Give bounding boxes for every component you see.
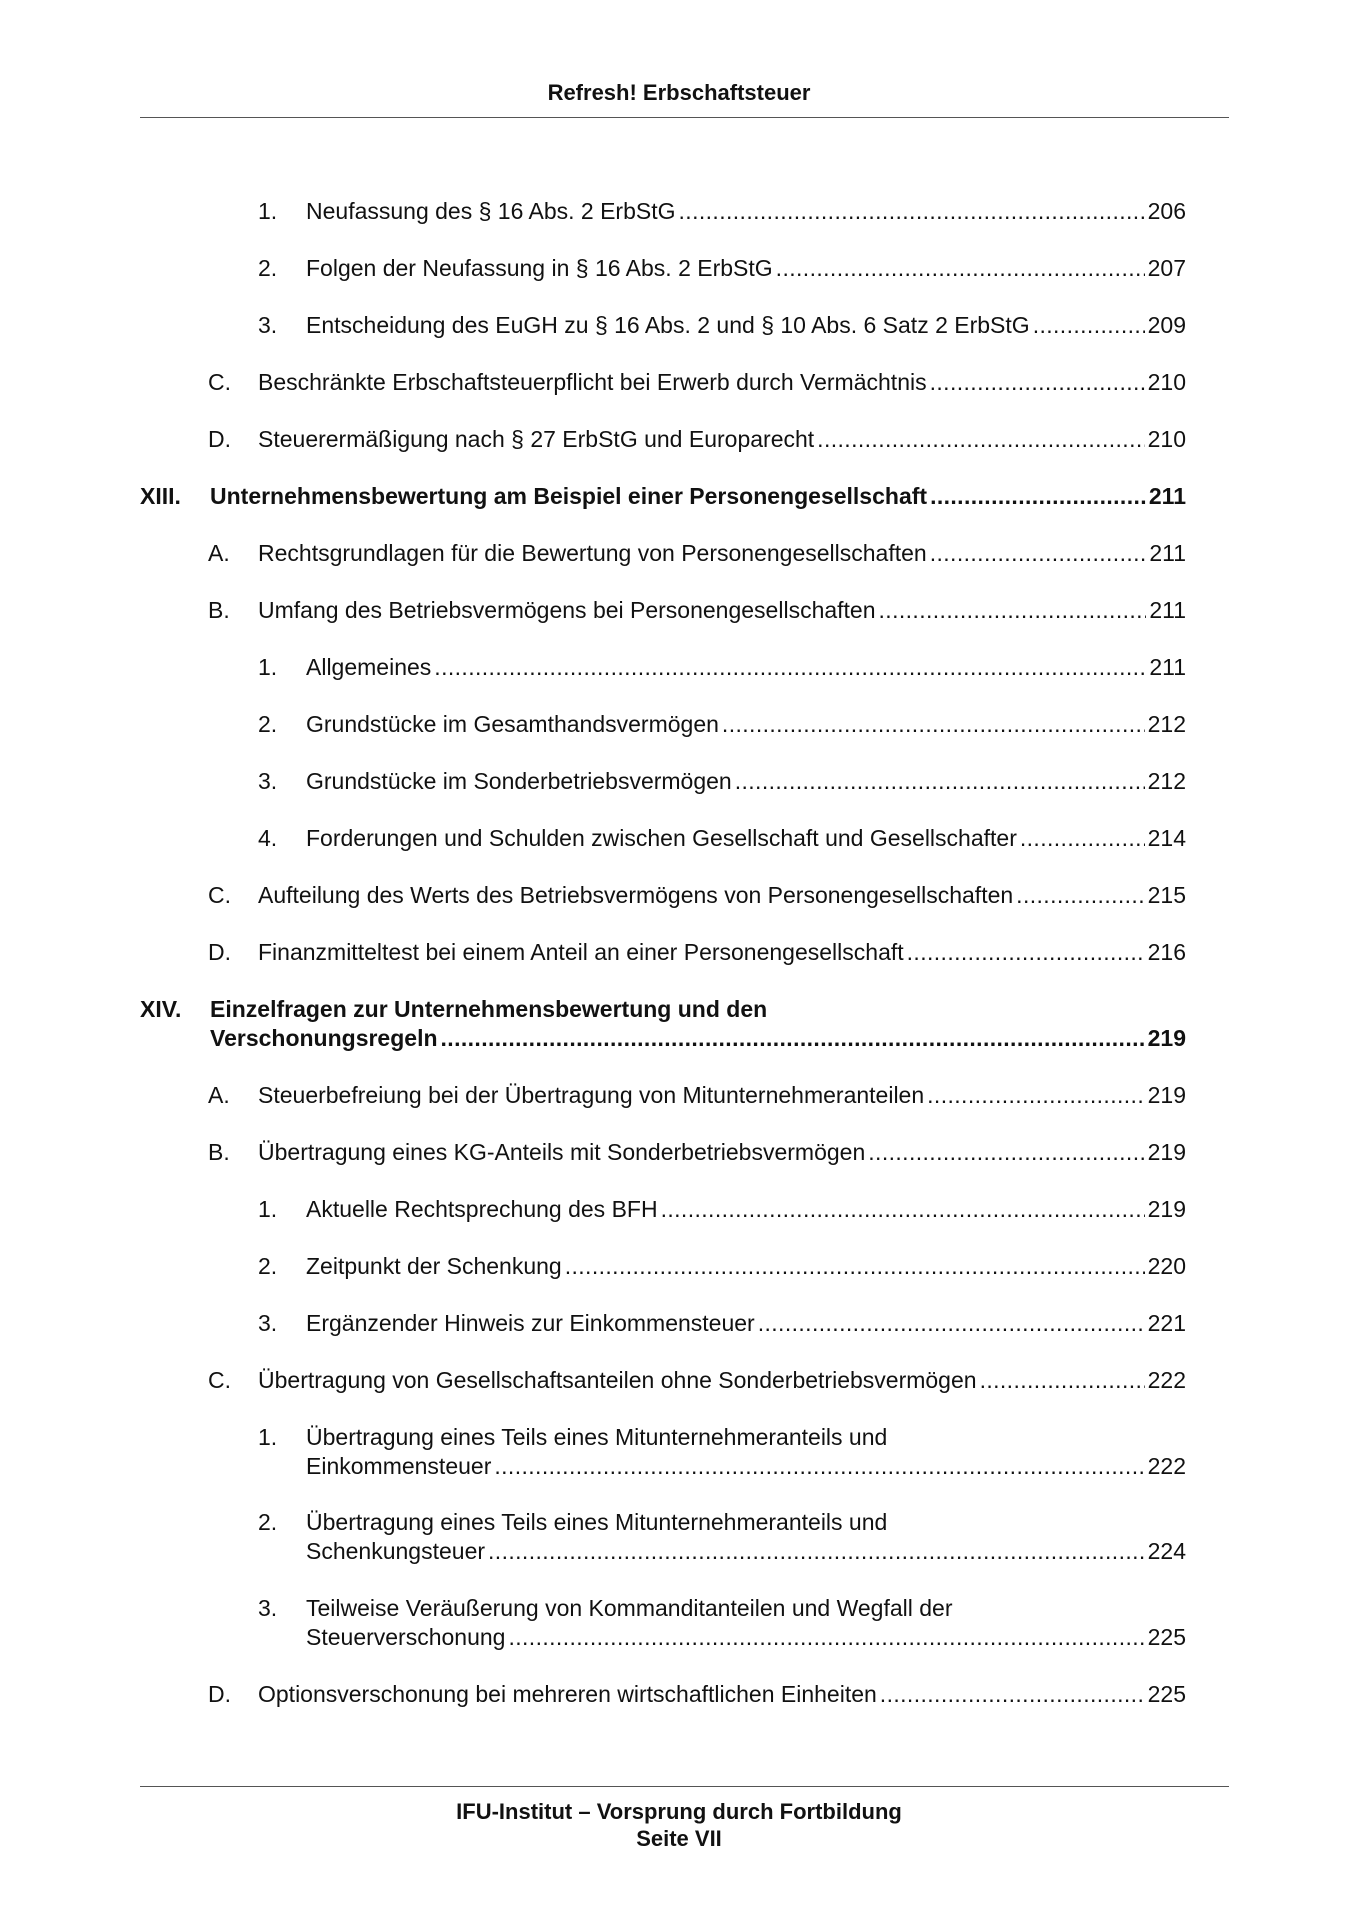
dot-leader — [679, 197, 1145, 226]
toc-entry-title: Beschränkte Erbschaftsteuerpflicht bei Erwerb durch Vermächtnis — [258, 369, 927, 395]
toc-entry-page: 214 — [1147, 825, 1186, 851]
dot-leader — [494, 1452, 1144, 1481]
toc-chapter-title-line1: Einzelfragen zur Unternehmensbewertung und den — [210, 996, 768, 1022]
dot-leader — [735, 767, 1145, 796]
dot-leader — [930, 539, 1147, 568]
toc-entry[interactable] — [0, 1594, 1358, 1654]
toc-entry-page: 216 — [1147, 939, 1186, 965]
toc-entry-title: Schenkungsteuer — [306, 1538, 486, 1564]
toc-entry-title-line1: Übertragung eines Teils eines Mitunternehmeranteils und — [306, 1509, 888, 1535]
toc-entry-number: 2. — [258, 1253, 278, 1279]
toc-entry-title: Finanzmitteltest bei einem Anteil an einer Personengesellschaft — [258, 939, 904, 965]
toc-entry-title: Steuerbefreiung bei der Übertragung von Mitunternehmeranteilen — [258, 1082, 925, 1108]
dot-leader — [1016, 881, 1144, 910]
toc-entry-number: 3. — [258, 1310, 278, 1336]
toc-entry-number: D. — [208, 1681, 231, 1707]
toc-entry-title: Optionsverschonung bei mehreren wirtschaftlichen Einheiten — [258, 1681, 877, 1707]
toc-entry-title: Neufassung des § 16 Abs. 2 ErbStG — [306, 198, 676, 224]
toc-entry-title: Steuerverschonung — [306, 1624, 506, 1650]
toc-entry-page: 211 — [1149, 597, 1186, 623]
toc-entry-page: 221 — [1147, 1310, 1186, 1336]
dot-leader — [868, 1138, 1144, 1167]
toc-entry-title: Steuerermäßigung nach § 27 ErbStG und Europarecht — [258, 426, 815, 452]
toc-entry-page: 215 — [1147, 882, 1186, 908]
toc-entry-title: Einkommensteuer — [306, 1453, 492, 1479]
toc-entry-page: 212 — [1147, 768, 1186, 794]
header-title: Refresh! Erbschaftsteuer — [547, 80, 811, 105]
toc-entry-number: B. — [208, 597, 230, 623]
toc-entry-title: Grundstücke im Gesamthandsvermögen — [306, 711, 719, 737]
dot-leader — [758, 1309, 1145, 1338]
toc-entry-number: B. — [208, 1139, 230, 1165]
toc-entry-page: 207 — [1147, 255, 1186, 281]
toc-entry-title: Umfang des Betriebsvermögens bei Personengesellschaften — [258, 597, 876, 623]
footer-divider — [140, 1786, 1229, 1787]
toc-entry-page: 211 — [1149, 654, 1186, 680]
toc-entry-number: 3. — [258, 312, 278, 338]
toc-entry-page: 210 — [1147, 369, 1186, 395]
toc-chapter-title: Unternehmensbewertung am Beispiel einer Personengesellschaft — [210, 483, 928, 509]
toc-entry-page: 219 — [1147, 1082, 1186, 1108]
dot-leader — [927, 1081, 1144, 1110]
dot-leader — [441, 1024, 1145, 1053]
dot-leader — [508, 1623, 1144, 1652]
page-number: Seite VII — [636, 1826, 722, 1851]
dot-leader — [980, 1366, 1145, 1395]
toc-entry-title: Allgemeines — [306, 654, 432, 680]
toc-entry-title-line1: Übertragung eines Teils eines Mitunternehmeranteils und — [306, 1424, 888, 1450]
dot-leader — [488, 1537, 1145, 1566]
toc-entry-page: 219 — [1147, 1139, 1186, 1165]
footer-institute: IFU-Institut – Vorsprung durch Fortbildung — [456, 1799, 902, 1824]
dot-leader — [1020, 824, 1145, 853]
toc-entry-title-line1: Teilweise Veräußerung von Kommanditanteilen und Wegfall der — [306, 1595, 953, 1621]
dot-leader — [880, 1680, 1145, 1709]
toc-entry-number: C. — [208, 882, 231, 908]
toc-entry-page: 225 — [1147, 1624, 1186, 1650]
toc-entry-page: 222 — [1147, 1367, 1186, 1393]
dot-leader — [907, 938, 1145, 967]
toc-entry-number: 2. — [258, 711, 278, 737]
toc-entry[interactable] — [0, 1508, 1358, 1568]
toc-entry-title: Grundstücke im Sonderbetriebsvermögen — [306, 768, 732, 794]
toc-entry-number: A. — [208, 540, 230, 566]
dot-leader — [434, 653, 1146, 682]
toc-entry-number: C. — [208, 369, 231, 395]
toc-entry-page: 211 — [1149, 540, 1186, 566]
toc-chapter-page: 219 — [1147, 1025, 1186, 1051]
dot-leader — [817, 425, 1144, 454]
dot-leader — [661, 1195, 1145, 1224]
toc-entry-page: 210 — [1147, 426, 1186, 452]
toc-entry-number: 1. — [258, 1424, 278, 1450]
toc-entry-page: 222 — [1147, 1453, 1186, 1479]
toc-entry-page: 220 — [1147, 1253, 1186, 1279]
toc-entry-title: Folgen der Neufassung in § 16 Abs. 2 ErbStG — [306, 255, 773, 281]
toc-entry-number: 2. — [258, 255, 278, 281]
toc-entry-page: 209 — [1147, 312, 1186, 338]
toc-entry-number: 1. — [258, 198, 278, 224]
toc-entry-number: 1. — [258, 1196, 278, 1222]
dot-leader — [565, 1252, 1145, 1281]
toc-entry-number: 3. — [258, 768, 278, 794]
dot-leader — [930, 482, 1146, 511]
toc-chapter-number: XIV. — [140, 996, 182, 1022]
toc-entry-title: Zeitpunkt der Schenkung — [306, 1253, 562, 1279]
toc-entry-number: 4. — [258, 825, 278, 851]
toc-entry-number: 3. — [258, 1595, 278, 1621]
toc-chapter[interactable] — [0, 995, 1358, 1055]
dot-leader — [776, 254, 1145, 283]
toc-entry-title: Übertragung von Gesellschaftsanteilen ohne Sonderbetriebsvermögen — [258, 1367, 977, 1393]
toc-entry-title: Aktuelle Rechtsprechung des BFH — [306, 1196, 658, 1222]
toc-entry-title: Rechtsgrundlagen für die Bewertung von Personengesellschaften — [258, 540, 927, 566]
toc-entry-page: 212 — [1147, 711, 1186, 737]
toc-entry-title: Entscheidung des EuGH zu § 16 Abs. 2 und § 10 Abs. 6 Satz 2 ErbStG — [306, 312, 1030, 338]
toc-entry-number: A. — [208, 1082, 230, 1108]
toc-entry-title: Forderungen und Schulden zwischen Gesellschaft und Gesellschafter — [306, 825, 1017, 851]
toc-entry-number: 2. — [258, 1509, 278, 1535]
toc-entry-title: Übertragung eines KG-Anteils mit Sonderbetriebsvermögen — [258, 1139, 866, 1165]
toc-chapter-page: 211 — [1148, 483, 1186, 509]
toc-entry-page: 206 — [1147, 198, 1186, 224]
toc-entry-page: 225 — [1147, 1681, 1186, 1707]
dot-leader — [1033, 311, 1145, 340]
toc-entry-number: C. — [208, 1367, 231, 1393]
dot-leader — [722, 710, 1145, 739]
dot-leader — [879, 596, 1147, 625]
toc-chapter-title: Verschonungsregeln — [210, 1025, 438, 1051]
toc-entry-number: D. — [208, 426, 231, 452]
dot-leader — [930, 368, 1145, 397]
toc-entry[interactable] — [0, 1423, 1358, 1483]
toc-entry-number: 1. — [258, 654, 278, 680]
toc-entry-page: 224 — [1147, 1538, 1186, 1564]
toc-entry-page: 219 — [1147, 1196, 1186, 1222]
toc-entry-number: D. — [208, 939, 231, 965]
toc-entry-title: Ergänzender Hinweis zur Einkommensteuer — [306, 1310, 755, 1336]
toc-chapter-number: XIII. — [140, 483, 181, 509]
toc-entry-title: Aufteilung des Werts des Betriebsvermögens von Personengesellschaften — [258, 882, 1014, 908]
